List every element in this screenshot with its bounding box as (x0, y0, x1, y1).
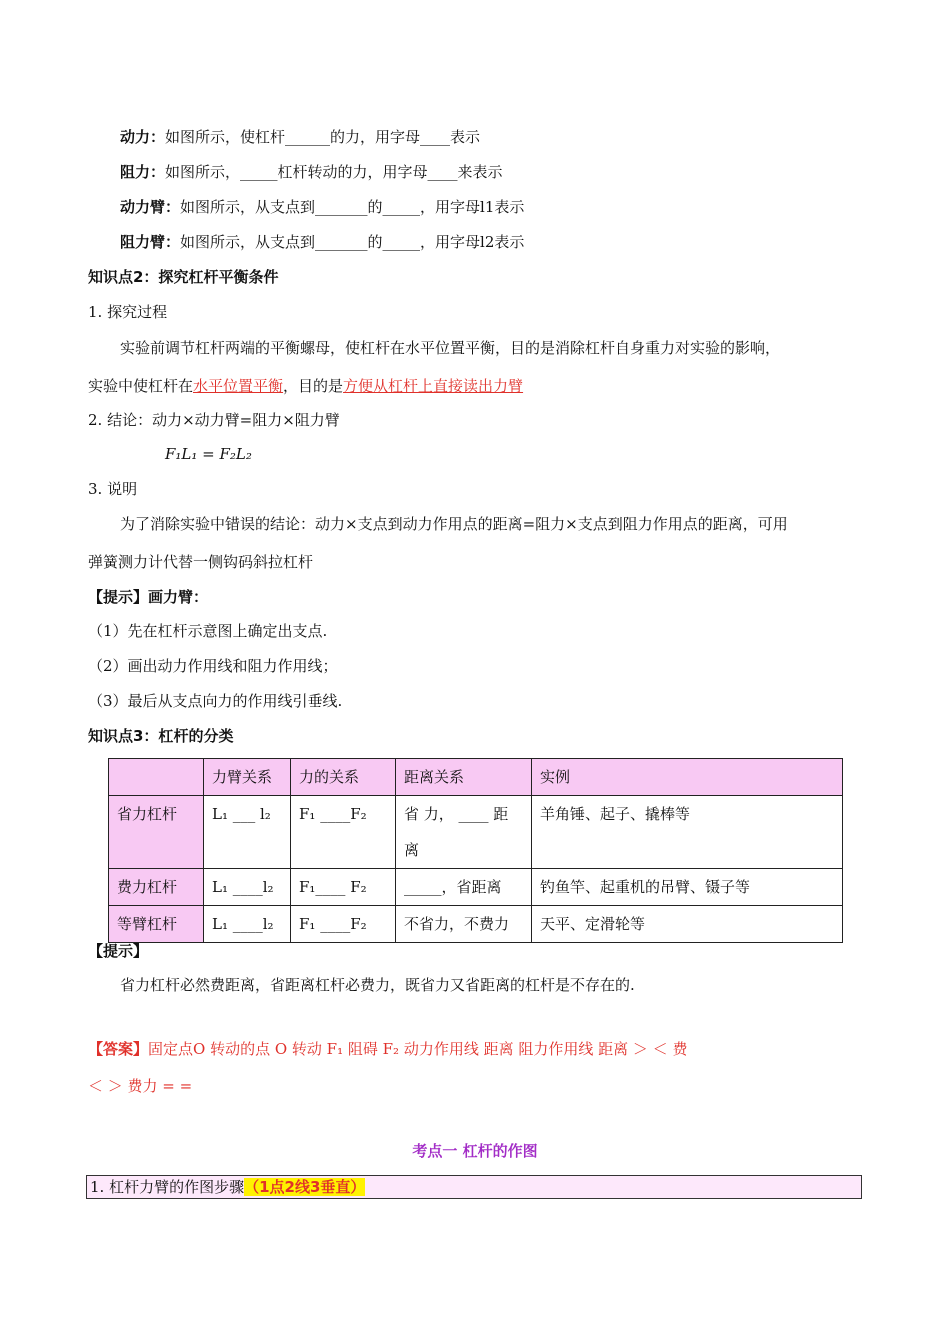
table-row (109, 796, 843, 869)
row-example: 钓鱼竿、起重机的吊臂、镊子等 (532, 869, 843, 906)
row-arm: L₁ ____l₂ (204, 906, 291, 943)
row-arm: L₁ ____l₂ (204, 869, 291, 906)
row-force: F₁ ____F₂ (291, 796, 396, 869)
drawing-steps-highlight: （1点2线3垂直） (244, 1178, 366, 1196)
lever-classification-table (108, 758, 843, 943)
tip-draw-arm-title: 【提示】画力臂： (88, 588, 209, 606)
def-power-arm: 动力臂：如图所示，从支点到_______的_____，用字母l1表示 (120, 198, 525, 216)
tip-step-3: （3）最后从支点向力的作用线引垂线. (88, 692, 343, 710)
kp2-para-1: 实验前调节杠杆两端的平衡螺母，使杠杆在水平位置平衡，目的是消除杠杆自身重力对实验的影响， (120, 339, 781, 357)
table-header-force: 力的关系 (291, 759, 396, 796)
kp2-para-4: 弹簧测力计代替一侧钩码斜拉杠杆 (88, 553, 314, 571)
row-force: F₁ ____F₂ (291, 906, 396, 943)
kp2-section-1: 1. 探究过程 (88, 303, 168, 321)
kp2-section-3: 3. 说明 (88, 480, 138, 498)
row-distance: 省 力， ____ 距 离 (396, 796, 532, 869)
def-power: 动力：如图所示，使杠杆______的力，用字母____表示 (120, 128, 481, 146)
answer-horizontal-balance: 水平位置平衡 (193, 377, 284, 395)
answer-line-1: 【答案】固定点O 转动的点 O 转动 F₁ 阻碍 F₂ 动力作用线 距离 阻力作用线 距离 ＞ ＜ 费 (88, 1040, 688, 1058)
row-distance: _____，省距离 (396, 869, 532, 906)
drawing-steps-box: 1. 杠杆力臂的作图步骤（1点2线3垂直） (86, 1175, 862, 1199)
lever-formula: F₁L₁ = F₂L₂ (165, 445, 252, 463)
row-distance: 不省力，不费力 (396, 906, 532, 943)
table-header-arm: 力臂关系 (204, 759, 291, 796)
kp2-section-2: 2. 结论：动力×动力臂=阻力×阻力臂 (88, 411, 340, 429)
row-name: 等臂杠杆 (109, 906, 204, 943)
table-row (109, 869, 843, 906)
table-header-row (109, 759, 843, 796)
table-header-distance: 距离关系 (396, 759, 532, 796)
tip-2-title: 【提示】 (88, 942, 149, 960)
table-header-blank (109, 759, 204, 796)
answer-read-arm: 方便从杠杆上直接读出力臂 (343, 377, 524, 395)
def-resistance-arm: 阻力臂：如图所示，从支点到_______的_____，用字母l2表示 (120, 233, 525, 251)
kp2-para-2: 实验中使杠杆在水平位置平衡，目的是方便从杠杆上直接读出力臂 (88, 377, 524, 395)
row-force: F₁____ F₂ (291, 869, 396, 906)
kp3-title: 知识点3：杠杆的分类 (88, 727, 234, 745)
row-example: 羊角锤、起子、撬棒等 (532, 796, 843, 869)
tip-2-text: 省力杠杆必然费距离，省距离杠杆必费力，既省力又省距离的杠杆是不存在的. (120, 976, 635, 994)
exam-point-title: 考点一 杠杆的作图 (412, 1142, 538, 1160)
tip-step-2: （2）画出动力作用线和阻力作用线； (88, 657, 338, 675)
table-header-example: 实例 (532, 759, 843, 796)
def-resistance: 阻力：如图所示，_____杠杆转动的力，用字母____来表示 (120, 163, 503, 181)
row-name: 费力杠杆 (109, 869, 204, 906)
kp2-title: 知识点2：探究杠杆平衡条件 (88, 268, 279, 286)
tip-step-1: （1）先在杠杆示意图上确定出支点. (88, 622, 328, 640)
row-arm: L₁ ___ l₂ (204, 796, 291, 869)
table-row (109, 906, 843, 943)
row-example: 天平、定滑轮等 (532, 906, 843, 943)
row-name: 省力杠杆 (109, 796, 204, 869)
kp2-para-3: 为了消除实验中错误的结论：动力×支点到动力作用点的距离=阻力×支点到阻力作用点的距离，可用 (120, 515, 788, 533)
answer-line-2: ＜ ＞ 费力 = = (88, 1077, 193, 1095)
